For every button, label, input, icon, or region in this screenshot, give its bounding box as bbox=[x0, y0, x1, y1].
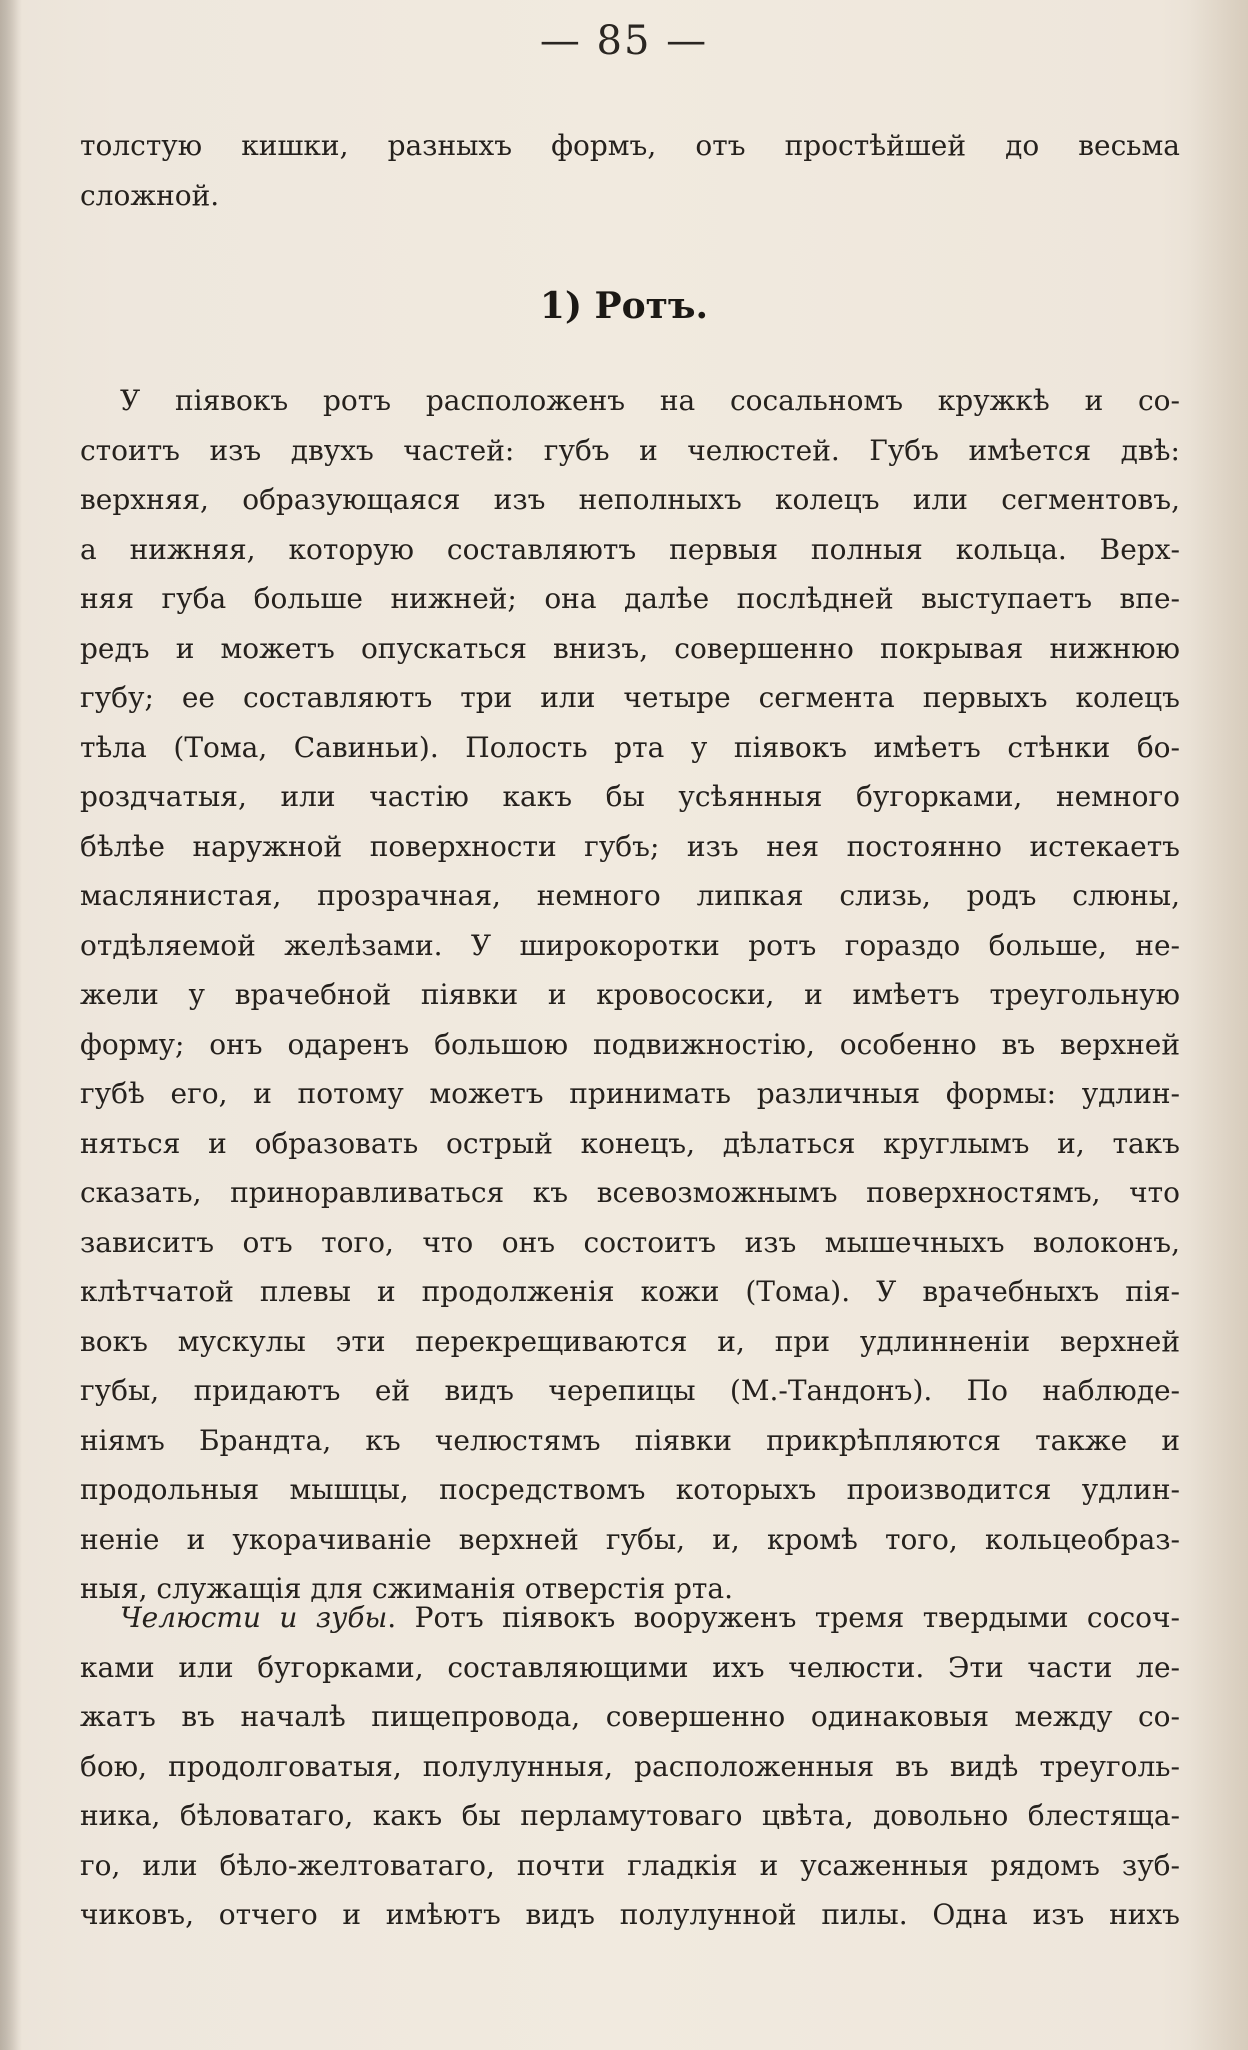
text-line: а нижняя, которую составляютъ первыя полныя кольца. Верх- bbox=[80, 532, 1180, 566]
page-number: — 85 — bbox=[539, 18, 709, 64]
text-line: жатъ въ началѣ пищепровода, совершенно одинаковыя между со- bbox=[80, 1700, 1180, 1733]
text-line: бою, продолговатыя, полулунныя, расположенныя въ видѣ треуголь- bbox=[80, 1749, 1180, 1783]
paragraph-mouth bbox=[80, 376, 1180, 1614]
text-line: губѣ его, и потому можетъ принимать различныя формы: удлин- bbox=[80, 1077, 1180, 1110]
section-heading: 1) Ротъ. bbox=[539, 285, 709, 327]
text-line: чиковъ, отчего и имѣютъ видъ полулунной пилы. Одна изъ нихъ bbox=[80, 1898, 1180, 1931]
text-line: ныя, служащія для сжиманія отверстія рта. bbox=[80, 1572, 734, 1605]
text-line: жели у врачебной піявки и кровососки, и имѣетъ треугольную bbox=[80, 978, 1180, 1011]
text-line: роздчатыя, или частію какъ бы усѣянныя бугорками, немного bbox=[80, 780, 1180, 813]
text-line: отдѣляемой желѣзами. У широкоротки ротъ гораздо больше, не- bbox=[80, 928, 1180, 962]
text-line: бѣлѣе наружной поверхности губъ; изъ нея постоянно истекаетъ bbox=[80, 829, 1180, 863]
text-line: ніямъ Брандта, къ челюстямъ піявки прикрѣпляются также и bbox=[80, 1423, 1180, 1457]
text-line: няться и образовать острый конецъ, дѣлаться круглымъ и, такъ bbox=[80, 1126, 1180, 1160]
italic-lead: Челюсти и зубы bbox=[120, 1601, 388, 1634]
text-line: тѣла (Тома, Савиньи). Полость рта у піявокъ имѣетъ стѣнки бо- bbox=[80, 730, 1180, 764]
text-line: сложной. bbox=[80, 178, 220, 212]
text-line: няя губа больше нижней; она далѣе послѣдней выступаетъ впе- bbox=[80, 582, 1180, 615]
text-line: ника, бѣловатаго, какъ бы перламутоваго цвѣта, довольно блестяща- bbox=[80, 1799, 1180, 1832]
line-rest: . Ротъ піявокъ вооруженъ тремя твердыми сосоч- bbox=[387, 1601, 1180, 1634]
text-line: вокъ мускулы эти перекрещиваются и, при удлинненіи верхней bbox=[80, 1324, 1180, 1358]
text-line: зависитъ отъ того, что онъ состоитъ изъ мышечныхъ волоконъ, bbox=[80, 1225, 1180, 1259]
text-line: толстую кишки, разныхъ формъ, отъ простѣйшей до весьма bbox=[80, 129, 1180, 162]
text-line: сказать, приноравливаться къ всевозможнымъ поверхностямъ, что bbox=[80, 1176, 1180, 1209]
text-line: неніе и укорачиваніе верхней губы, и, кромѣ того, кольцеобраз- bbox=[80, 1522, 1180, 1556]
text-line: продольныя мышцы, посредствомъ которыхъ производится удлин- bbox=[80, 1473, 1180, 1506]
text-line: стоитъ изъ двухъ частей: губъ и челюстей. Губъ имѣется двѣ: bbox=[80, 433, 1180, 467]
text-line: маслянистая, прозрачная, немного липкая слизь, родъ слюны, bbox=[80, 879, 1180, 912]
text-line: губы, придаютъ ей видъ черепицы (М.-Тандонъ). По наблюде- bbox=[80, 1374, 1180, 1407]
text-line: губу; ее составляютъ три или четыре сегмента первыхъ колецъ bbox=[80, 681, 1180, 714]
text-line: ками или бугорками, составляющими ихъ челюсти. Эти части ле- bbox=[80, 1650, 1180, 1684]
text-line: У піявокъ ротъ расположенъ на сосальномъ кружкѣ и со- bbox=[120, 384, 1180, 417]
text-line: го, или бѣло-желтоватаго, почти гладкія и усаженныя рядомъ зуб- bbox=[80, 1848, 1180, 1882]
intro-text bbox=[80, 121, 1180, 220]
text-line: редъ и можетъ опускаться внизъ, совершенно покрывая нижнюю bbox=[80, 631, 1180, 665]
text-line: верхняя, образующаяся изъ неполныхъ колецъ или сегментовъ, bbox=[80, 483, 1180, 516]
text-line bbox=[80, 1593, 1180, 1643]
text-line: форму; онъ одаренъ большою подвижностію, особенно въ верхней bbox=[80, 1027, 1180, 1061]
text-line: клѣтчатой плевы и продолженія кожи (Тома). У врачебныхъ пія- bbox=[80, 1275, 1180, 1308]
paragraph-jaws bbox=[80, 1593, 1180, 1940]
